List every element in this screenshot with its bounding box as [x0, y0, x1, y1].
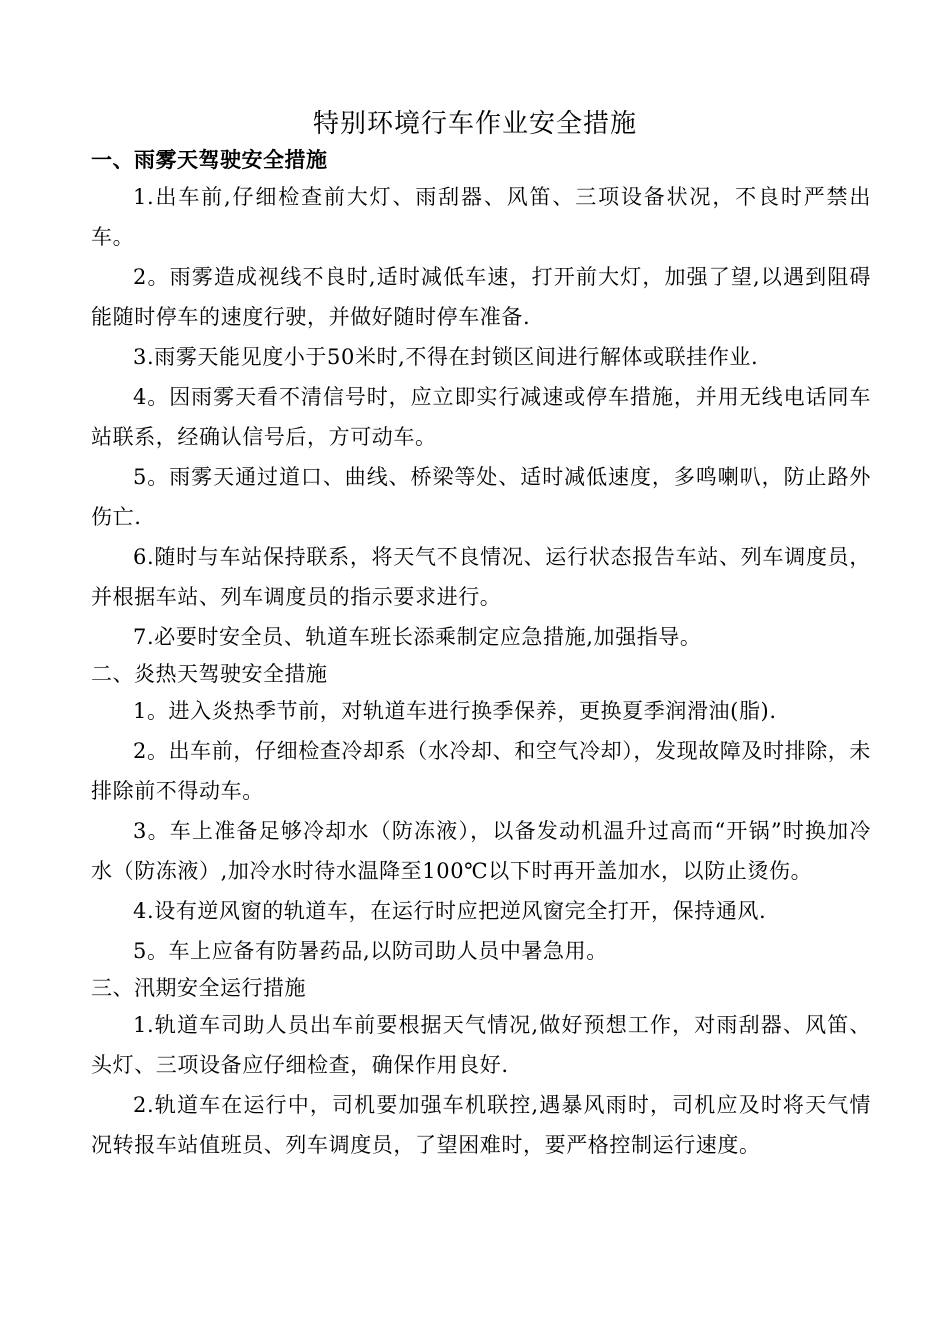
paragraph: 1。进入炎热季节前，对轨道车进行换季保养，更换夏季润滑油(脂).: [133, 699, 777, 723]
section-heading: 三、汛期安全运行措施: [91, 976, 306, 1000]
paragraph: 4。因雨雾天看不清信号时，应立即实行减速或停车措施，并用无线电话同车站联系，经确认信号后，方可动车。: [91, 385, 871, 449]
document-body: [91, 143, 871, 1165]
paragraph: 3。车上准备足够冷却水（防冻液），以备发动机温升过高而“开锅”时换加冷水（防冻液）,加冷水时待水温降至100℃以下时再开盖加水，以防止烫伤。: [91, 819, 871, 883]
paragraph: 2。出车前，仔细检查冷却系（水冷却、和空气冷却），发现故障及时排除，未排除前不得动车。: [91, 739, 871, 803]
paragraph: 6.随时与车站保持联系，将天气不良情况、运行状态报告车站、列车调度员，并根据车站、列车调度员的指示要求进行。: [91, 545, 871, 609]
paragraph: 5。雨雾天通过道口、曲线、桥梁等处、适时减低速度，多鸣喇叭，防止路外伤亡.: [91, 465, 871, 529]
paragraph: 5。车上应备有防暑药品,以防司助人员中暑急用。: [133, 939, 608, 963]
section-rain-fog: [91, 143, 871, 657]
paragraph: 1.轨道车司助人员出车前要根据天气情况,做好预想工作，对雨刮器、风笛、头灯、三项设备应仔细检查，确保作用良好.: [91, 1013, 871, 1077]
section-flood-season: [91, 971, 871, 1165]
paragraph: 4.设有逆风窗的轨道车，在运行时应把逆风窗完全打开，保持通风.: [133, 899, 767, 923]
paragraph: 1.出车前,仔细检查前大灯、雨刮器、风笛、三项设备状况，不良时严禁出车。: [91, 185, 871, 249]
section-hot-weather: [91, 657, 871, 971]
section-heading: 二、炎热天驾驶安全措施: [91, 662, 328, 686]
paragraph: 3.雨雾天能见度小于50米时,不得在封锁区间进行解体或联挂作业.: [133, 345, 759, 369]
paragraph: 2。雨雾造成视线不良时,适时减低车速，打开前大灯，加强了望,以遇到阻碍能随时停车的速度行驶，并做好随时停车准备.: [91, 265, 871, 329]
document-title: 特别环境行车作业安全措施: [312, 109, 637, 139]
section-heading: 一、雨雾天驾驶安全措施: [91, 147, 328, 172]
paragraph: 2.轨道车在运行中，司机要加强车机联控,遇暴风雨时，司机应及时将天气情况转报车站值班员、列车调度员，了望困难时，要严格控制运行速度。: [91, 1093, 871, 1157]
paragraph: 7.必要时安全员、轨道车班长添乘制定应急措施,加强指导。: [133, 625, 702, 649]
